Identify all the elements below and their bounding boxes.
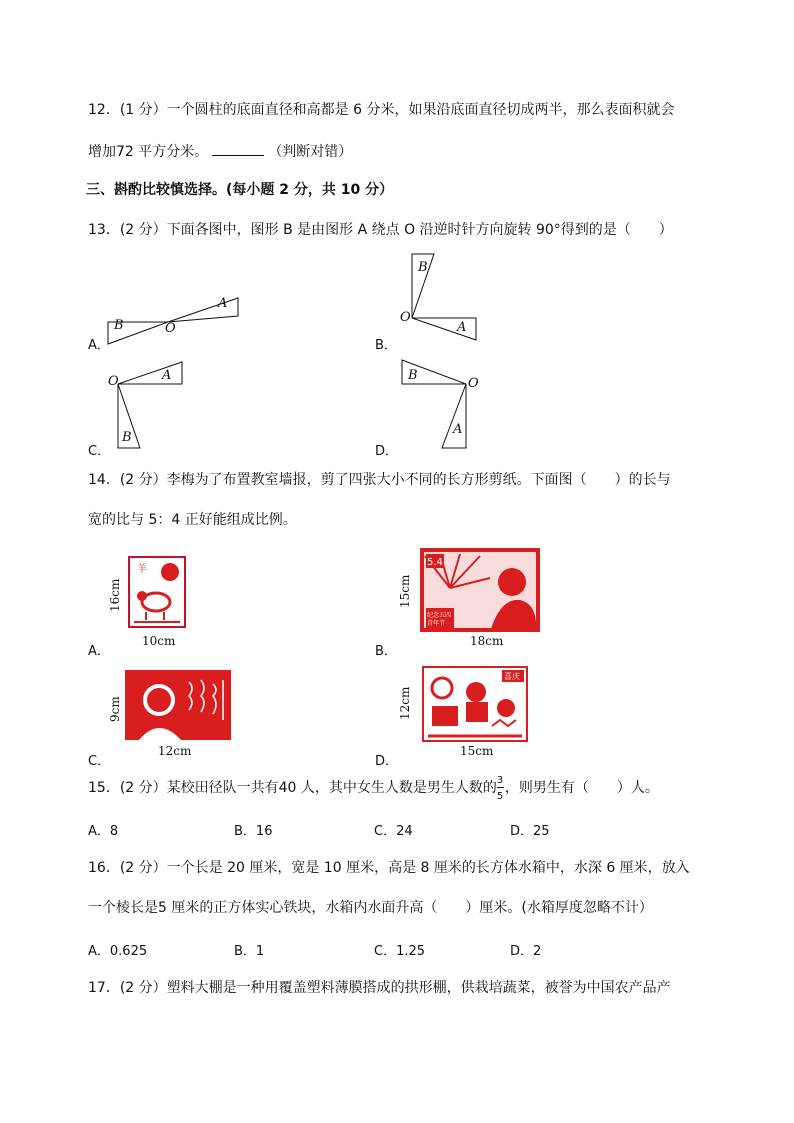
q13-c-label-a: A [162, 368, 172, 383]
q13-c-label-o: O [108, 374, 119, 389]
q15-text [88, 775, 659, 802]
q13-a-triangle-a [168, 298, 238, 322]
q14-option-c-label: C． [88, 754, 111, 769]
q13-c-triangle-a [118, 362, 182, 384]
q12-line2 [88, 141, 352, 162]
q14-a-width: 10cm [142, 634, 176, 648]
q13-text: 13．(2 分）下面各图中，图形 B 是由图形 A 绕点 O 沿逆时针方向旋转 90°得到的是（ ） [88, 222, 673, 238]
q14-b-badge: 5.4 [427, 557, 443, 568]
section-title: 三、斟酌比较慎选择。(每小题 2 分，共 10 分） [86, 182, 394, 198]
q15-option-b[interactable]: B．16 [234, 824, 273, 839]
q13-d-triangle-a [442, 384, 466, 448]
q14-c-height: 9cm [108, 696, 122, 722]
q13-b-label-b: B [418, 260, 428, 275]
q13-a-label-o: O [165, 321, 176, 336]
q13-option-c-label: C． [88, 444, 111, 459]
q16-option-a[interactable]: A．0.625 [88, 944, 148, 959]
q16-line2: 一个棱长是5 厘米的正方体实心铁块，水箱内水面升高（ ）厘米。(水箱厚度忽略不计） [88, 900, 653, 916]
q15-option-c[interactable]: C．24 [374, 824, 413, 839]
q14-d-height: 12cm [398, 686, 412, 720]
q13-option-b-label: B． [375, 338, 397, 353]
q16-line1: 16．(2 分）一个长是 20 厘米，宽是 10 厘米，高是 8 厘米的长方体水箱中，水深 6 厘米，放入 [88, 860, 690, 876]
q12-line2-text: 增加72 平方分米。 [88, 144, 209, 160]
q16-option-b[interactable]: B．1 [234, 944, 265, 959]
q13-a-label-b: B [114, 318, 124, 333]
q15-text-part2: ，则男生有（ ）人。 [504, 780, 659, 796]
q14-a-char: 羊 [137, 564, 147, 575]
q15-fraction-numerator: 3 [496, 775, 504, 786]
q14-option-d-label: D． [375, 754, 399, 769]
q14-d-width: 15cm [460, 744, 494, 758]
q14-b-width: 18cm [470, 634, 504, 648]
q15-fraction [496, 775, 505, 802]
q13-b-label-a: A [457, 320, 467, 335]
q12-line1: 12．(1 分）一个圆柱的底面直径和高都是 6 分米，如果沿底面直径切成两半，那么表面积就会 [88, 102, 675, 118]
q15-fraction-denominator: 5 [496, 791, 504, 802]
q14-b-caption2: 青年节 [427, 620, 446, 627]
q15-text-part1: 15．(2 分）某校田径队一共有40 人，其中女生人数是男生人数的 [88, 780, 497, 796]
q14-option-b-label: B． [375, 644, 397, 659]
q14-d-stamp: 喜庆 [504, 672, 520, 681]
q13-c-label-b: B [122, 430, 132, 445]
q14-b-height: 15cm [398, 574, 412, 608]
q14-paper-cut-a[interactable] [128, 556, 186, 628]
q14-paper-cut-b[interactable] [420, 548, 540, 632]
q13-d-label-a: A [453, 422, 463, 437]
q13-d-label-b: B [408, 368, 418, 383]
q14-line2: 宽的比与 5：4 正好能组成比例。 [88, 512, 297, 528]
q13-option-d-label: D． [375, 444, 399, 459]
q15-option-d[interactable]: D．25 [510, 824, 550, 839]
q14-c-width: 12cm [158, 744, 192, 758]
q12-judge-hint: （判断对错） [268, 144, 353, 160]
q14-option-a-label: A． [88, 644, 110, 659]
q13-d-label-o: O [468, 376, 479, 391]
answer-blank[interactable] [212, 141, 264, 156]
q13-figure-b[interactable] [404, 250, 484, 346]
q16-option-d[interactable]: D．2 [510, 944, 542, 959]
q15-option-a[interactable]: A．8 [88, 824, 119, 839]
q14-paper-cut-c[interactable] [125, 670, 231, 740]
q13-option-a-label: A． [88, 338, 110, 353]
q13-a-label-a: A [218, 296, 228, 311]
q16-option-c[interactable]: C．1.25 [374, 944, 426, 959]
q14-paper-cut-d[interactable] [422, 666, 528, 742]
q17-line1: 17．(2 分）塑料大棚是一种用覆盖塑料薄膜搭成的拱形棚，供栽培蔬菜，被誉为中国农产品产 [88, 980, 671, 996]
q14-line1: 14．(2 分）李梅为了布置教室墙报，剪了四张大小不同的长方形剪纸。下面图（ ）的长与 [88, 472, 671, 488]
q14-a-height: 16cm [108, 578, 122, 612]
q13-b-label-o: O [400, 310, 411, 325]
q13-b-triangle-a [412, 318, 476, 340]
q14-b-caption1: 纪念五四 [427, 612, 452, 619]
